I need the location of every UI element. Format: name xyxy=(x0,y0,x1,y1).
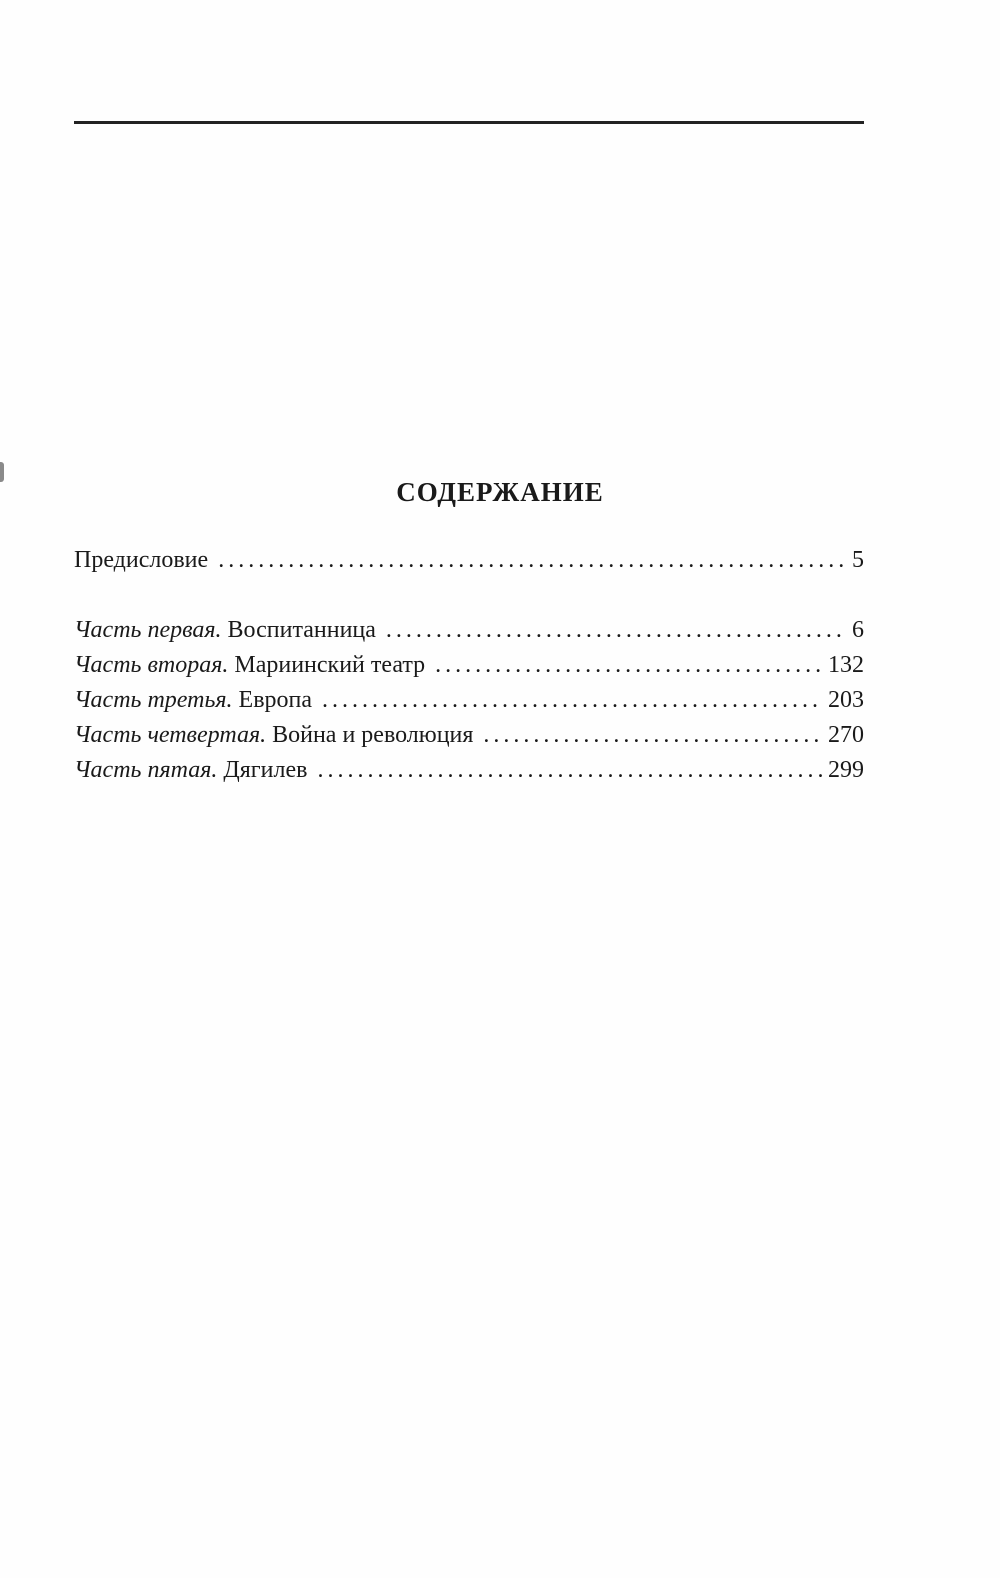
toc-entry-title: Европа xyxy=(238,687,313,713)
dot-leader xyxy=(218,543,846,578)
toc-entry-part-3[interactable] xyxy=(74,683,864,718)
toc-page-number: 299 xyxy=(828,757,864,783)
toc-entry-preface[interactable] xyxy=(74,543,864,578)
toc-entry-part-4[interactable] xyxy=(74,718,864,753)
toc-entry-title: Мариинский театр xyxy=(234,652,426,678)
toc-heading: СОДЕРЖАНИЕ xyxy=(396,477,604,507)
dot-leader xyxy=(483,718,822,753)
header-rule xyxy=(74,121,864,124)
toc-entry-title: Война и революция xyxy=(272,722,474,748)
toc-entry-title: Дягилев xyxy=(223,757,308,783)
dot-leader xyxy=(317,753,822,788)
toc-page-number: 203 xyxy=(828,687,864,713)
toc-part-label: Часть четвертая. xyxy=(74,722,267,748)
toc-page-number: 270 xyxy=(828,722,864,748)
toc-entry-part-5[interactable] xyxy=(74,753,864,788)
toc-part-label: Часть третья. xyxy=(74,687,233,713)
toc-entry-title: Предисловие xyxy=(74,547,209,573)
toc-page-number: 5 xyxy=(852,547,864,573)
dot-leader xyxy=(435,648,822,683)
toc-part-label: Часть первая. xyxy=(74,617,222,643)
toc-page-number: 6 xyxy=(852,617,864,643)
dot-leader xyxy=(386,613,846,648)
toc-entry-title: Воспитанница xyxy=(227,617,376,643)
toc-page-number: 132 xyxy=(828,652,864,678)
dot-leader xyxy=(322,683,822,718)
table-of-contents xyxy=(74,543,864,788)
toc-part-label: Часть вторая. xyxy=(74,652,229,678)
toc-entry-part-1[interactable] xyxy=(74,613,864,648)
toc-part-label: Часть пятая. xyxy=(74,757,218,783)
toc-entry-part-2[interactable] xyxy=(74,648,864,683)
